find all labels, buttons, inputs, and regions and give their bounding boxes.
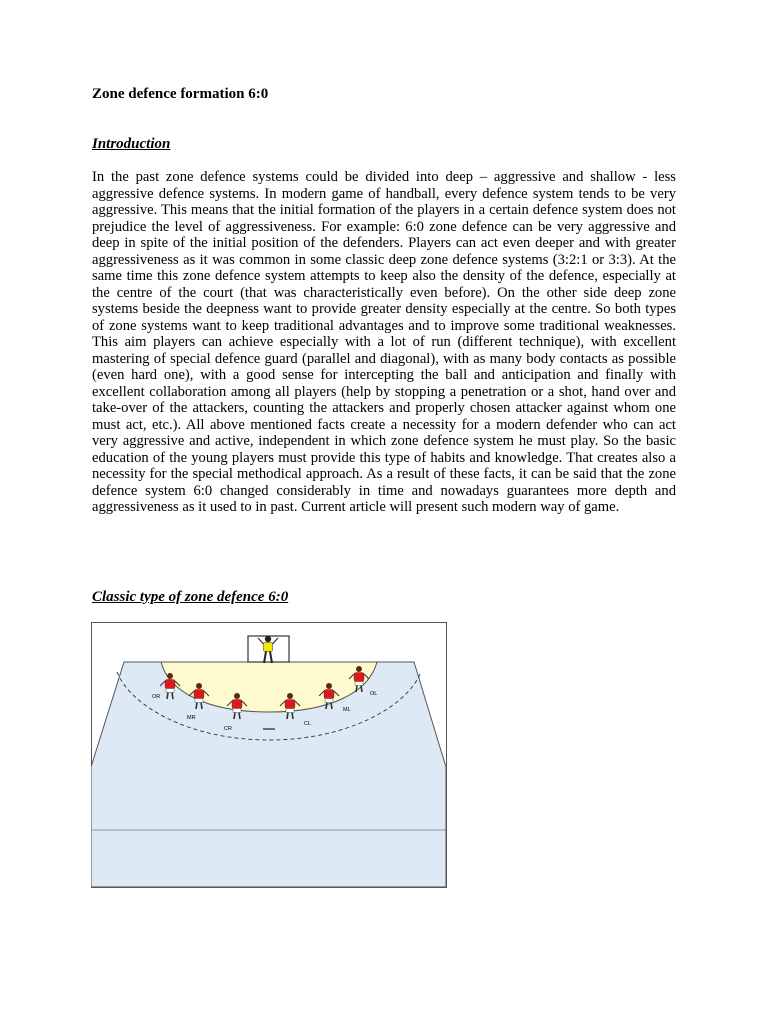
label-ml: ML	[343, 707, 351, 713]
introduction-heading: Introduction	[92, 136, 171, 152]
label-cl: CL	[304, 721, 312, 727]
label-mr: MR	[187, 715, 196, 721]
classic-zone-defence-heading: Classic type of zone defence 6:0	[92, 589, 289, 605]
label-or: OR	[152, 694, 161, 700]
court-svg	[91, 622, 447, 888]
handball-court-diagram	[91, 622, 447, 888]
label-cr: CR	[224, 726, 232, 732]
document-title: Zone defence formation 6:0	[92, 86, 269, 102]
introduction-paragraph: In the past zone defence systems could be divided into deep – aggressive and shallow - less aggressive defence systems. In modern game of handball, every defence system tends to be very aggressive. This means that the initial formation of the players in a certain defence system does not prejudice the level of aggressiveness. For example: 6:0 zone defence can be very aggressive and deep in spite of the initial position of the defenders. Players can act even deeper and with greater aggressiveness as it was common in some classic deep zone defence systems (3:2:1 or 3:3). At the same time this zone defence system attempts to keep also the density of the defence, especially at the centre of the court (that was characteristically even before). On the other side deep zone systems beside the deepness want to provide greater density especially at the centre. So both types of zone systems want to keep traditional advantages and to improve some traditional weaknesses. This aim players can achieve especially with a lot of run (different technique), with excellent mastering of special defence guard (parallel and diagonal), with as many body contacts as possible (even hard one), with a good sense for intercepting the ball and anticipation and finally with excellent collaboration among all players (help by stopping a penetration or a shot, hand over and take-over of the attackers, counting the attackers and properly chosen attacker against whom one must act, etc.). All above mentioned facts create a necessity for a modern defender who can act very aggressive and active, independent in which zone defence system he must play. So the basic education of the young players must provide this type of habits and knowledge. That creates also a necessity for the special methodical approach. As a result of these facts, it can be said that the zone defence system 6:0 changed considerably in time and nowadays guarantees more depth and aggressiveness as it used to in past. Current article will present such modern way of game.	[92, 169, 676, 515]
label-ol: OL	[370, 691, 378, 697]
